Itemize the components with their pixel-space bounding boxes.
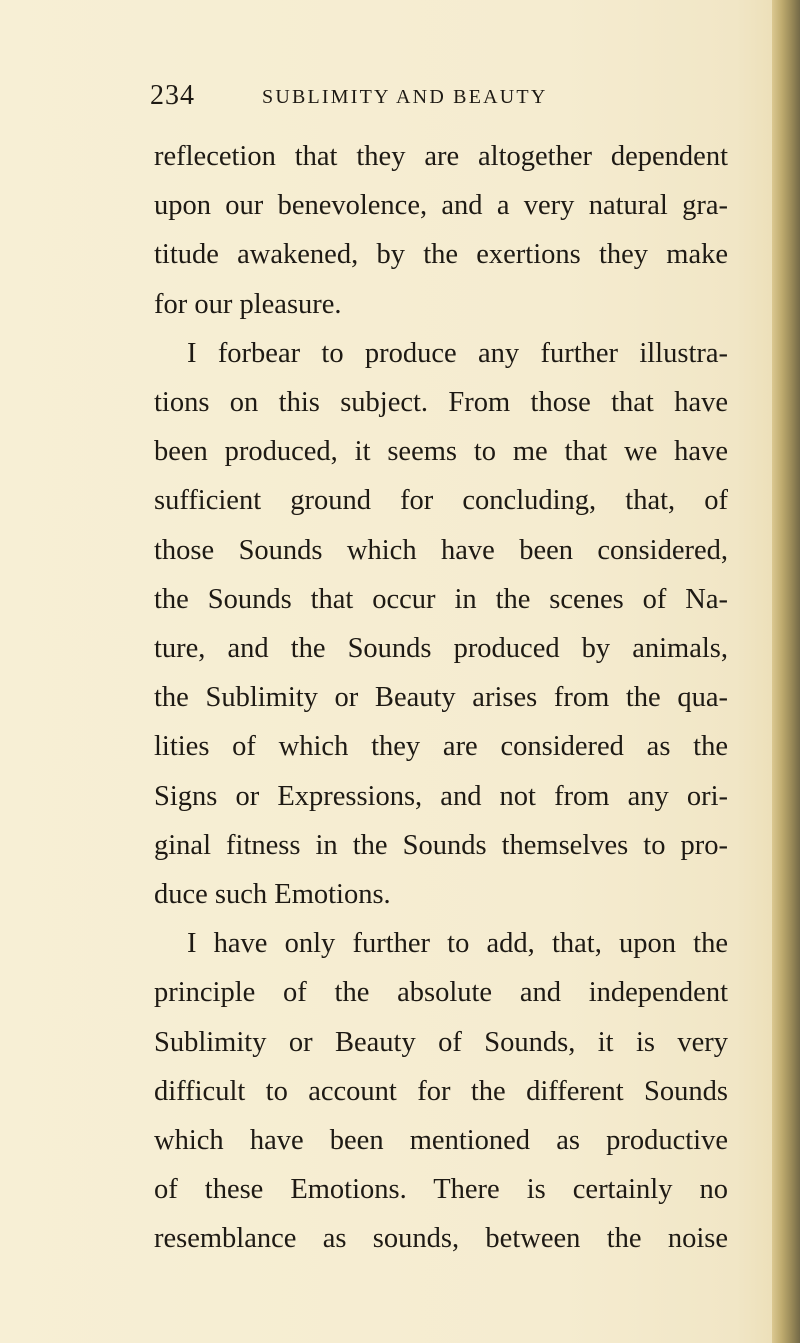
text-line: titude awakened, by the exertions they make bbox=[154, 239, 728, 271]
text-line: ginal fitness in the Sounds themselves to pro- bbox=[154, 829, 728, 861]
text-line: upon our benevolence, and a very natural gra- bbox=[154, 190, 728, 222]
text-line: duce such Emotions. bbox=[154, 879, 391, 911]
text-line: which have been mentioned as productive bbox=[154, 1125, 728, 1157]
text-line: of these Emotions. There is certainly no bbox=[154, 1174, 728, 1206]
text-line: principle of the absolute and independent bbox=[154, 977, 728, 1009]
text-line: I forbear to produce any further illustra- bbox=[187, 337, 728, 369]
page-number: 234 bbox=[150, 80, 195, 111]
running-head-title: SUBLIMITY AND BEAUTY bbox=[262, 86, 548, 108]
text-line: been produced, it seems to me that we have bbox=[154, 436, 728, 468]
text-line: ture, and the Sounds produced by animals, bbox=[154, 633, 728, 665]
text-line: difficult to account for the different Sounds bbox=[154, 1075, 728, 1107]
page-binding-edge bbox=[772, 0, 800, 1343]
text-line: Sublimity or Beauty of Sounds, it is very bbox=[154, 1026, 728, 1058]
text-line: reflecetion that they are altogether dependent bbox=[154, 141, 728, 172]
text-line: tions on this subject. From those that have bbox=[154, 387, 728, 419]
text-line: sufficient ground for concluding, that, of bbox=[154, 485, 728, 517]
text-line: those Sounds which have been considered, bbox=[154, 534, 728, 566]
text-line: I have only further to add, that, upon the bbox=[187, 928, 728, 960]
running-head bbox=[150, 80, 750, 120]
text-line: the Sounds that occur in the scenes of Na- bbox=[154, 583, 728, 615]
text-line: resemblance as sounds, between the noise bbox=[154, 1223, 728, 1255]
text-line: for our pleasure. bbox=[154, 288, 342, 320]
text-line: Signs or Expressions, and not from any ori- bbox=[154, 780, 728, 812]
body-text bbox=[154, 132, 728, 1264]
text-line: the Sublimity or Beauty arises from the qua- bbox=[154, 682, 728, 714]
text-line: lities of which they are considered as the bbox=[154, 731, 728, 763]
